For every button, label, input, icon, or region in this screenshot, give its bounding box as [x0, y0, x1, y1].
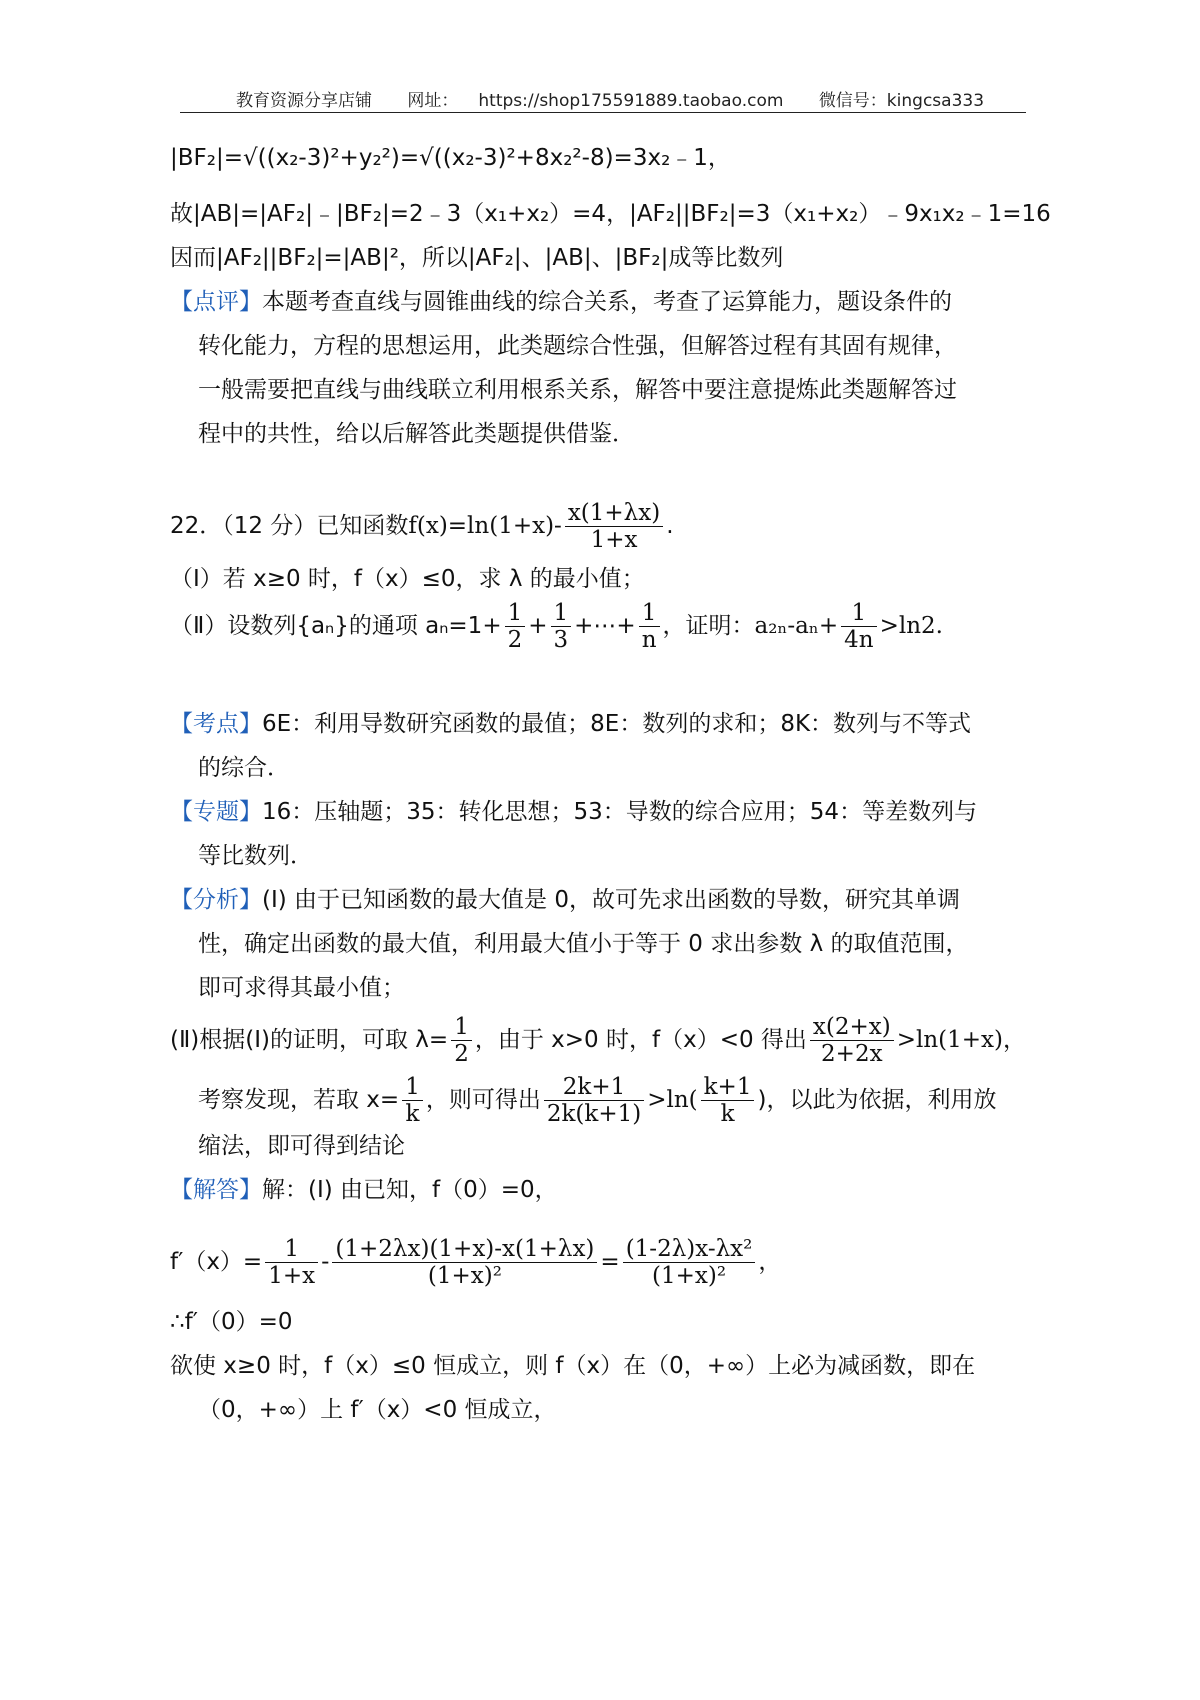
jieda-line-4: 欲使 x≥0 时，f（x）≤0 恒成立，则 f（x）在（0，+∞）上必为减函数，即在 — [170, 1353, 976, 1379]
kaodian-line-1: 【考点】6E：利用导数研究函数的最值；8E：数列的求和；8K：数列与不等式 — [170, 711, 972, 737]
line-conclusion: 因而|AF₂||BF₂|=|AB|²，所以|AF₂|、|AB|、|BF₂|成等比数列 — [170, 245, 784, 271]
page-header — [180, 86, 1040, 111]
fenxi-line-6: 缩法，即可得到结论 — [198, 1133, 405, 1159]
zhuanti-line-2: 等比数列． — [198, 843, 313, 869]
site-url[interactable]: https://shop175591889.taobao.com — [478, 91, 784, 111]
zhuanti-tag: 【专题】 — [170, 799, 262, 825]
comment-line-1: 【点评】本题考查直线与圆锥曲线的综合关系，考查了运算能力，题设条件的 — [170, 289, 952, 315]
fenxi-line-4: (Ⅱ)根据(Ⅰ)的证明，可取 λ= $\frac{1}{2}$ ，由于 x>0 时，f（x）<0 得出 $\frac{x(2+x)}{2+2x}$ >ln(1+x)， — [170, 1014, 1026, 1067]
header-divider — [180, 112, 1026, 113]
kaodian-tag: 【考点】 — [170, 711, 262, 737]
jieda-line-5: （0，+∞）上 f′（x）<0 恒成立， — [198, 1397, 557, 1423]
comment-line-4: 程中的共性，给以后解答此类题提供借鉴． — [198, 421, 635, 447]
fenxi-line-2: 性，确定出函数的最大值，利用最大值小于等于 0 求出参数 λ 的取值范围， — [198, 931, 969, 957]
fenxi-line-1: 【分析】(Ⅰ) 由于已知函数的最大值是 0，故可先求出函数的导数，研究其单调 — [170, 887, 960, 913]
fenxi-line-3: 即可求得其最小值； — [198, 975, 405, 1001]
shop-name: 教育资源分享店铺 — [235, 91, 372, 111]
kaodian-line-2: 的综合． — [198, 755, 290, 781]
jieda-tag: 【解答】 — [170, 1177, 262, 1203]
line-ab: 故|AB|=|AF₂|﹣|BF₂|=2﹣3（x₁+x₂）=4，|AF₂||BF₂|=3（x₁+x₂）﹣9x₁x₂﹣1=16 — [170, 201, 1051, 227]
comment-tag: 【点评】 — [170, 289, 262, 315]
comment-line-3: 一般需要把直线与曲线联立利用根系关系，解答中要注意提炼此类题解答过 — [198, 377, 957, 403]
wechat-id: 微信号：kingcsa333 — [818, 91, 985, 111]
question-22-part-2: （Ⅱ）设数列{aₙ}的通项 aₙ=1+ $\frac{1}{2}$ + $\frac{1}{3}$ +⋯+ $\frac{1}{n}$ ，证明：a₂ₙ-aₙ+ $\frac{1}{4n}$ >ln2. — [170, 600, 943, 653]
fenxi-tag: 【分析】 — [170, 887, 262, 913]
question-22: 22．（12 分）已知函数f(x)=ln(1+x)- $\frac{x(1+\lambda x)}{1+x}$ . — [170, 500, 674, 553]
zhuanti-line-1: 【专题】16：压轴题；35：转化思想；53：导数的综合应用；54：等差数列与 — [170, 799, 978, 825]
comment-line-2: 转化能力，方程的思想运用，此类题综合性强，但解答过程有其固有规律， — [198, 333, 957, 359]
question-22-part-1: （Ⅰ）若 x≥0 时，f（x）≤0，求 λ 的最小值； — [170, 566, 645, 592]
site-label: 网址： — [407, 91, 459, 111]
line-bf2: |BF₂|=√((x₂-3)²+y₂²)=√((x₂-3)²+8x₂²-8)=3x₂﹣1， — [170, 145, 731, 171]
fenxi-line-5: 考察发现，若取 x= $\frac{1}{k}$ ，则可得出 $\frac{2k+1}{2k(k+1)}$ >ln( $\frac{k+1}{k}$ )，以此为依据，利用放 — [198, 1074, 997, 1127]
jieda-line-3: ∴f′（0）=0 — [170, 1309, 293, 1335]
jieda-line-1: 【解答】解：(Ⅰ) 由已知，f（0）=0， — [170, 1177, 558, 1203]
fraction: $\frac{x(1+\lambda x)}{1+x}$ — [565, 500, 663, 553]
derivative-formula: f′（x）= $\frac{1}{1+x}$ - $\frac{(1+2\lambda x)(1+x)-x(1+\lambda x)}{\text{(1+x)²}}$ = $\frac{\text{(1-2λ)x-λx²}}{\text{(1+x)²}}$ ， — [170, 1236, 782, 1289]
